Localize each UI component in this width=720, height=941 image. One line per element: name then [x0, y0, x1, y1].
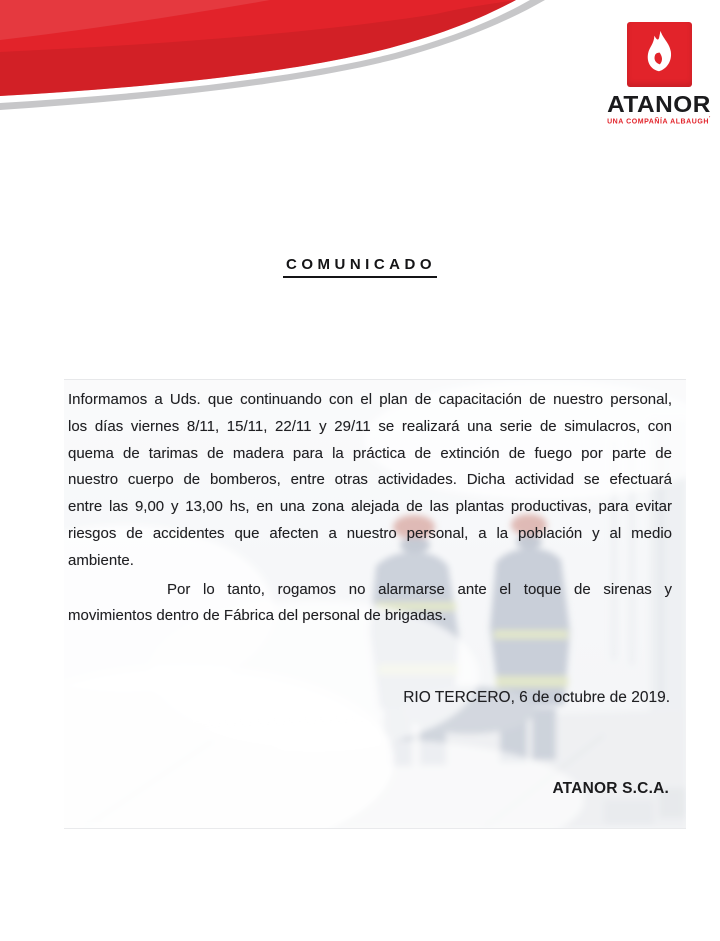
signature: ATANOR S.C.A. [552, 780, 669, 797]
page-title: COMUNICADO [283, 256, 437, 278]
dateline: RIO TERCERO, 6 de octubre de 2019. [403, 689, 670, 706]
flame-icon [627, 22, 692, 87]
body-line: riesgos de accidentes que afecten a nuestro personal, a la población y al medio [68, 524, 672, 542]
paragraph-2 [68, 577, 672, 631]
body-line: entre las 9,00 y 13,00 hs, en una zona alejada de las plantas productivas, para evitar [68, 498, 672, 516]
body-line: movimientos dentro de Fábrica del personal de brigadas. [68, 607, 447, 625]
tagline-mark: ’ [708, 116, 711, 122]
notice-body [68, 387, 672, 630]
body-line: ambiente. [68, 551, 134, 569]
body-line: Informamos a Uds. que continuando con el plan de capacitación de nuestro personal, [68, 391, 672, 408]
atanor-logo [598, 22, 720, 125]
title-row [0, 256, 720, 278]
body-line: los días viernes 8/11, 15/11, 22/11 y 29/11 se realizará una serie de simulacros, con [68, 417, 672, 435]
brand-name: ATANOR [607, 91, 711, 117]
body-line: quema de tarimas de madera para la práctica de extinción de fuego por parte de [68, 444, 672, 462]
brand-tagline: UNA COMPAÑÍA ALBAUGH’ [607, 116, 711, 126]
body-line: nuestro cuerpo de bomberos, entre otras actividades. Dicha actividad se efectuará [68, 471, 672, 489]
body-line: Por lo tanto, rogamos no alarmarse ante el toque de sirenas y [167, 580, 672, 598]
paragraph-1 [68, 387, 672, 575]
